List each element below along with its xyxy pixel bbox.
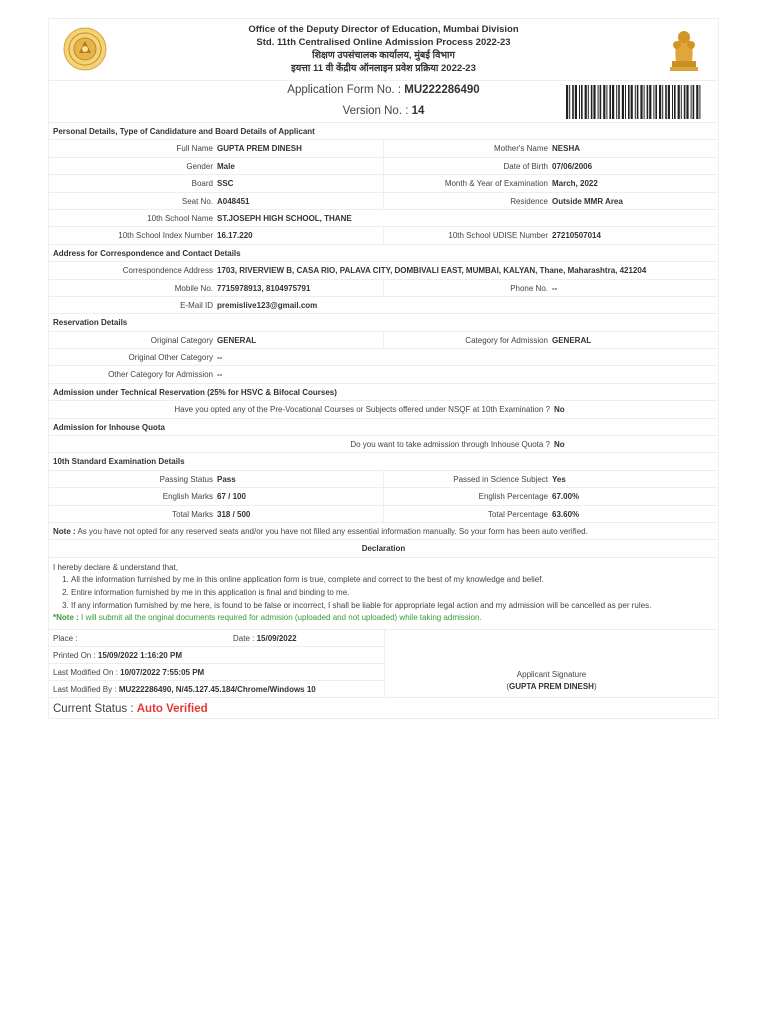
modified-on-row: Last Modified On : 10/07/2022 7:55:05 PM <box>49 664 384 681</box>
section-inhouse: Admission for Inhouse Quota <box>48 418 719 435</box>
header-line-3: शिक्षण उपसंचालक कार्यालय, मुंबई विभाग <box>312 50 455 61</box>
date-value: 15/09/2022 <box>256 633 297 643</box>
row-pass: Passing Status Pass Passed in Science Subject Yes <box>48 470 719 487</box>
application-form <box>48 18 719 719</box>
total-marks: 318 / 500 <box>217 509 251 519</box>
section-personal: Personal Details, Type of Candidature and Board Details of Applicant <box>48 122 719 139</box>
signature-name-line: (GUPTA PREM DINESH) <box>506 681 597 691</box>
row-school: 10th School Name ST.JOSEPH HIGH SCHOOL, THANE <box>48 209 719 226</box>
application-number-block <box>48 80 719 122</box>
category-for-admission: GENERAL <box>552 335 592 345</box>
modified-by: MU222286490, N/45.127.45.184/Chrome/Windows 10 <box>118 684 316 694</box>
school-index: 16.17.220 <box>217 231 253 241</box>
row-correspondence: Correspondence Address 1703, RIVERVIEW B, CASA RIO, PALAVA CITY, DOMBIVALI EAST, MUMBAI, KALYAN, Thane, Maharashtra, 421204 <box>48 261 719 278</box>
row-original-other: Original Other Category -- <box>48 348 719 365</box>
row-seat: Seat No. A048451 Residence Outside MMR Area <box>48 192 719 209</box>
gender: Male <box>217 161 235 171</box>
row-email: E-Mail ID premislive123@gmail.com <box>48 296 719 313</box>
school-name: ST.JOSEPH HIGH SCHOOL, THANE <box>217 213 352 223</box>
auto-verified-note: Note : As you have not opted for any reserved seats and/or you have not filled any essential information manually. So your form has been auto verified. <box>48 522 719 539</box>
print-info <box>49 630 385 697</box>
row-total: Total Marks 318 / 500 Total Percentage 63.60% <box>48 505 719 522</box>
row-name: Full Name GUPTA PREM DINESH Mother's Name NESHA <box>48 139 719 156</box>
row-board: Board SSC Month & Year of Examination March, 2022 <box>48 174 719 191</box>
declaration-item: 1. All the information furnished by me in this online application form is true, complete and correct to the best of my knowledge and belief. <box>71 574 714 587</box>
status-value: Auto Verified <box>136 702 208 715</box>
modified-on: 10/07/2022 7:55:05 PM <box>120 667 205 677</box>
declaration-item: 2. Entire information furnished by me in this application is final and binding to me. <box>71 587 714 600</box>
row-inhouse-question: Do you want to take admission through Inhouse Quota ? No <box>48 435 719 452</box>
header-line-4: इयत्ता 11 वी केंद्रीय ऑनलाइन प्रवेश प्रक्रिया 2022-23 <box>291 63 476 74</box>
declaration-item: 3. If any information furnished by me here, is found to be false or incorrect, I shall be liable for appropriate legal action and my admission will be cancelled as per rules. <box>71 600 714 613</box>
passed-science: Yes <box>552 474 566 484</box>
other-category-for-admission: -- <box>217 370 223 380</box>
row-category: Original Category GENERAL Category for Admission GENERAL <box>48 331 719 348</box>
row-gender: Gender Male Date of Birth 07/06/2006 <box>48 157 719 174</box>
row-index: 10th School Index Number 16.17.220 10th School UDISE Number 27210507014 <box>48 226 719 243</box>
form-header <box>48 18 719 80</box>
form-number: MU222286490 <box>404 84 480 96</box>
declaration-list <box>53 574 714 612</box>
barcode-icon <box>566 85 704 119</box>
email-id: premislive123@gmail.com <box>217 300 318 310</box>
section-exam: 10th Standard Examination Details <box>48 452 719 469</box>
english-marks: 67 / 100 <box>217 492 246 502</box>
form-number-line: Application Form No. : MU222286490 <box>287 84 480 96</box>
declaration-intro: I hereby declare & understand that, <box>53 562 178 572</box>
exam-month: March, 2022 <box>552 179 598 189</box>
row-english: English Marks 67 / 100 English Percentage 67.00% <box>48 487 719 504</box>
original-category: GENERAL <box>217 335 257 345</box>
board: SSC <box>217 179 234 189</box>
signature-label: Applicant Signature <box>516 669 587 679</box>
header-line-1: Office of the Deputy Director of Education, Mumbai Division <box>248 24 519 35</box>
row-technical-question: Have you opted any of the Pre-Vocational Courses or Subjects offered under NSQF at 10th Examination ? No <box>48 400 719 417</box>
place-date-row: Place : Date : 15/09/2022 <box>49 630 384 647</box>
printed-on: 15/09/2022 1:16:20 PM <box>97 650 182 660</box>
version-number: 14 <box>411 105 425 117</box>
mobile-number: 7715978913, 8104975791 <box>217 283 311 293</box>
seat-number: A048451 <box>217 196 250 206</box>
modified-by-row: Last Modified By : MU222286490, N/45.127.45.184/Chrome/Windows 10 <box>53 684 316 694</box>
mother-name: NESHA <box>552 144 581 154</box>
english-percentage: 67.00% <box>552 492 580 502</box>
full-name: GUPTA PREM DINESH <box>217 144 302 154</box>
row-mobile: Mobile No. 7715978913, 8104975791 Phone No. -- <box>48 279 719 296</box>
technical-answer: No <box>554 405 565 415</box>
correspondence-address: 1703, RIVERVIEW B, CASA RIO, PALAVA CITY, DOMBIVALI EAST, MUMBAI, KALYAN, Thane, Maharashtra, 421204 <box>217 266 647 276</box>
version-line: Version No. : 14 <box>342 105 425 117</box>
national-emblem-icon <box>664 23 704 75</box>
section-address: Address for Correspondence and Contact Details <box>48 244 719 261</box>
inhouse-answer: No <box>554 440 565 450</box>
date-of-birth: 07/06/2006 <box>552 161 593 171</box>
residence: Outside MMR Area <box>552 196 623 206</box>
header-titles <box>49 23 718 75</box>
school-udise: 27210507014 <box>552 231 601 241</box>
row-other-admission: Other Category for Admission -- <box>48 365 719 382</box>
section-declaration: Declaration <box>48 539 719 556</box>
total-percentage: 63.60% <box>552 509 580 519</box>
documents-note: *Note : I will submit all the original documents required for admision (uploaded and not uploaded) while taking admission. <box>53 613 482 623</box>
applicant-signature <box>385 630 718 697</box>
header-line-2: Std. 11th Centralised Online Admission Process 2022-23 <box>256 37 511 48</box>
signature-name: GUPTA PREM DINESH <box>509 681 594 691</box>
printed-on-row: Printed On : 15/09/2022 1:16:20 PM <box>49 647 384 664</box>
declaration-body <box>48 557 719 629</box>
section-reservation: Reservation Details <box>48 313 719 330</box>
signature-block <box>48 629 719 697</box>
phone-number: -- <box>552 283 558 293</box>
section-technical: Admission under Technical Reservation (25% for HSVC & Bifocal Courses) <box>48 383 719 400</box>
passing-status: Pass <box>217 474 236 484</box>
current-status: Current Status : Auto Verified <box>48 697 719 719</box>
original-other-category: -- <box>217 353 223 363</box>
